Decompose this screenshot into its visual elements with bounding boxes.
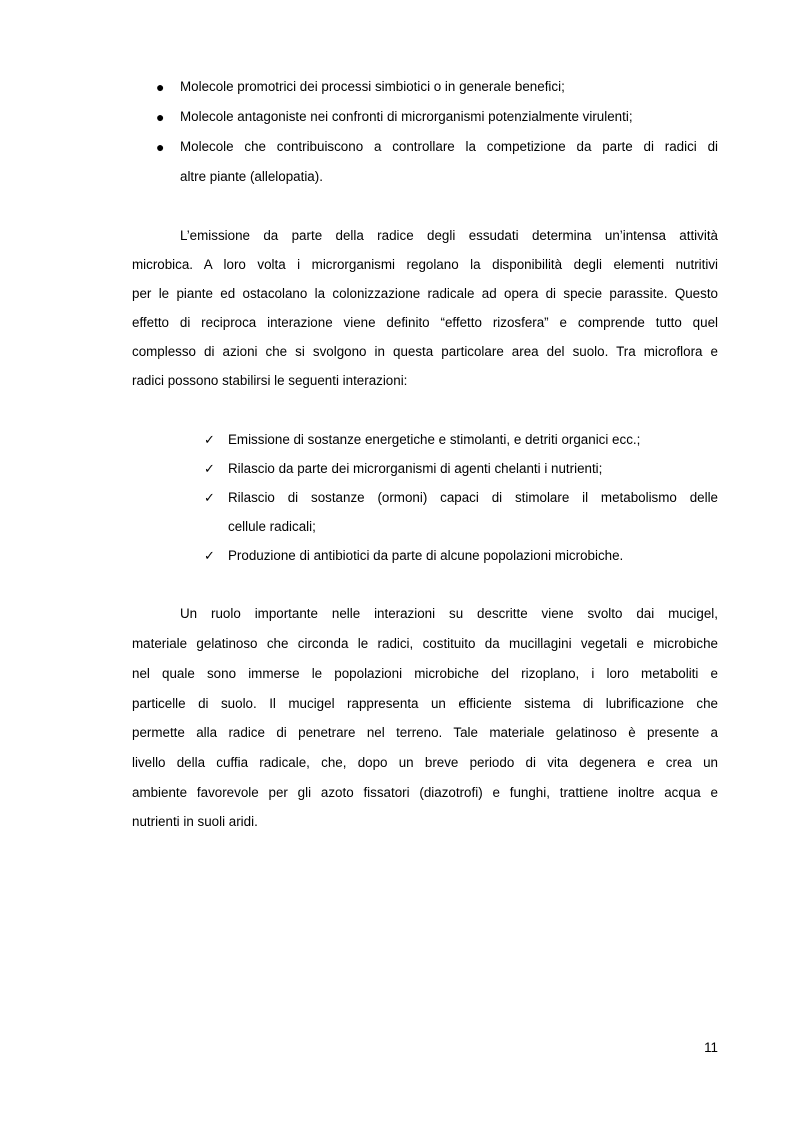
bullet-dot: ● [156,109,165,125]
paragraph-line: permette alla radice di penetrare nel terreno. Tale materiale gelatinoso è presente a [132,725,718,740]
paragraph-line: radici possono stabilirsi le seguenti interazioni: [132,373,408,388]
paragraph-line: particelle di suolo. Il mucigel rappresenta un efficiente sistema di lubrificazione che [132,696,718,711]
bullet-item: Molecole antagoniste nei confronti di microrganismi potenzialmente virulenti; [180,109,633,124]
checkmark-icon: ✓ [204,548,215,563]
bullet-dot: ● [156,139,165,155]
page-number: 11 [704,1040,718,1055]
paragraph-line: Un ruolo importante nelle interazioni su descritte viene svolto dai mucigel, [180,606,718,621]
checkmark-icon: ✓ [204,490,215,505]
paragraph-line: nel quale sono immerse le popolazioni microbiche del rizoplano, i loro metaboliti e [132,666,718,681]
check-item: Rilascio di sostanze (ormoni) capaci di stimolare il metabolismo delle [228,490,718,505]
check-item: Rilascio da parte dei microrganismi di agenti chelanti i nutrienti; [228,461,603,476]
paragraph-line: complesso di azioni che si svolgono in questa particolare area del suolo. Tra microflora e [132,344,718,359]
check-item: Emissione di sostanze energetiche e stimolanti, e detriti organici ecc.; [228,432,641,447]
bullet-dot: ● [156,79,165,95]
paragraph-line: ambiente favorevole per gli azoto fissatori (diazotrofi) e funghi, trattiene inoltre acqua e [132,785,718,800]
check-item-continuation: cellule radicali; [228,519,316,534]
bullet-item-continuation: altre piante (allelopatia). [180,169,323,184]
bullet-item: Molecole promotrici dei processi simbiotici o in generale benefici; [180,79,565,94]
bullet-item: Molecole che contribuiscono a controllare la competizione da parte di radici di [180,139,718,154]
check-item: Produzione di antibiotici da parte di alcune popolazioni microbiche. [228,548,624,563]
checkmark-icon: ✓ [204,461,215,476]
paragraph-line: materiale gelatinoso che circonda le radici, costituito da mucillagini vegetali e microbiche [132,636,718,651]
paragraph-line: nutrienti in suoli aridi. [132,814,258,829]
checkmark-icon: ✓ [204,432,215,447]
paragraph-line: per le piante ed ostacolano la colonizzazione radicale ad opera di specie parassite. Questo [132,286,718,301]
paragraph-line: livello della cuffia radicale, che, dopo un breve periodo di vita degenera e crea un [132,755,718,770]
paragraph-line: microbica. A loro volta i microrganismi regolano la disponibilità degli elementi nutritivi [132,257,718,272]
paragraph-line: L’emissione da parte della radice degli essudati determina un’intensa attività [180,228,718,243]
paragraph-line: effetto di reciproca interazione viene definito “effetto rizosfera” e comprende tutto quel [132,315,718,330]
